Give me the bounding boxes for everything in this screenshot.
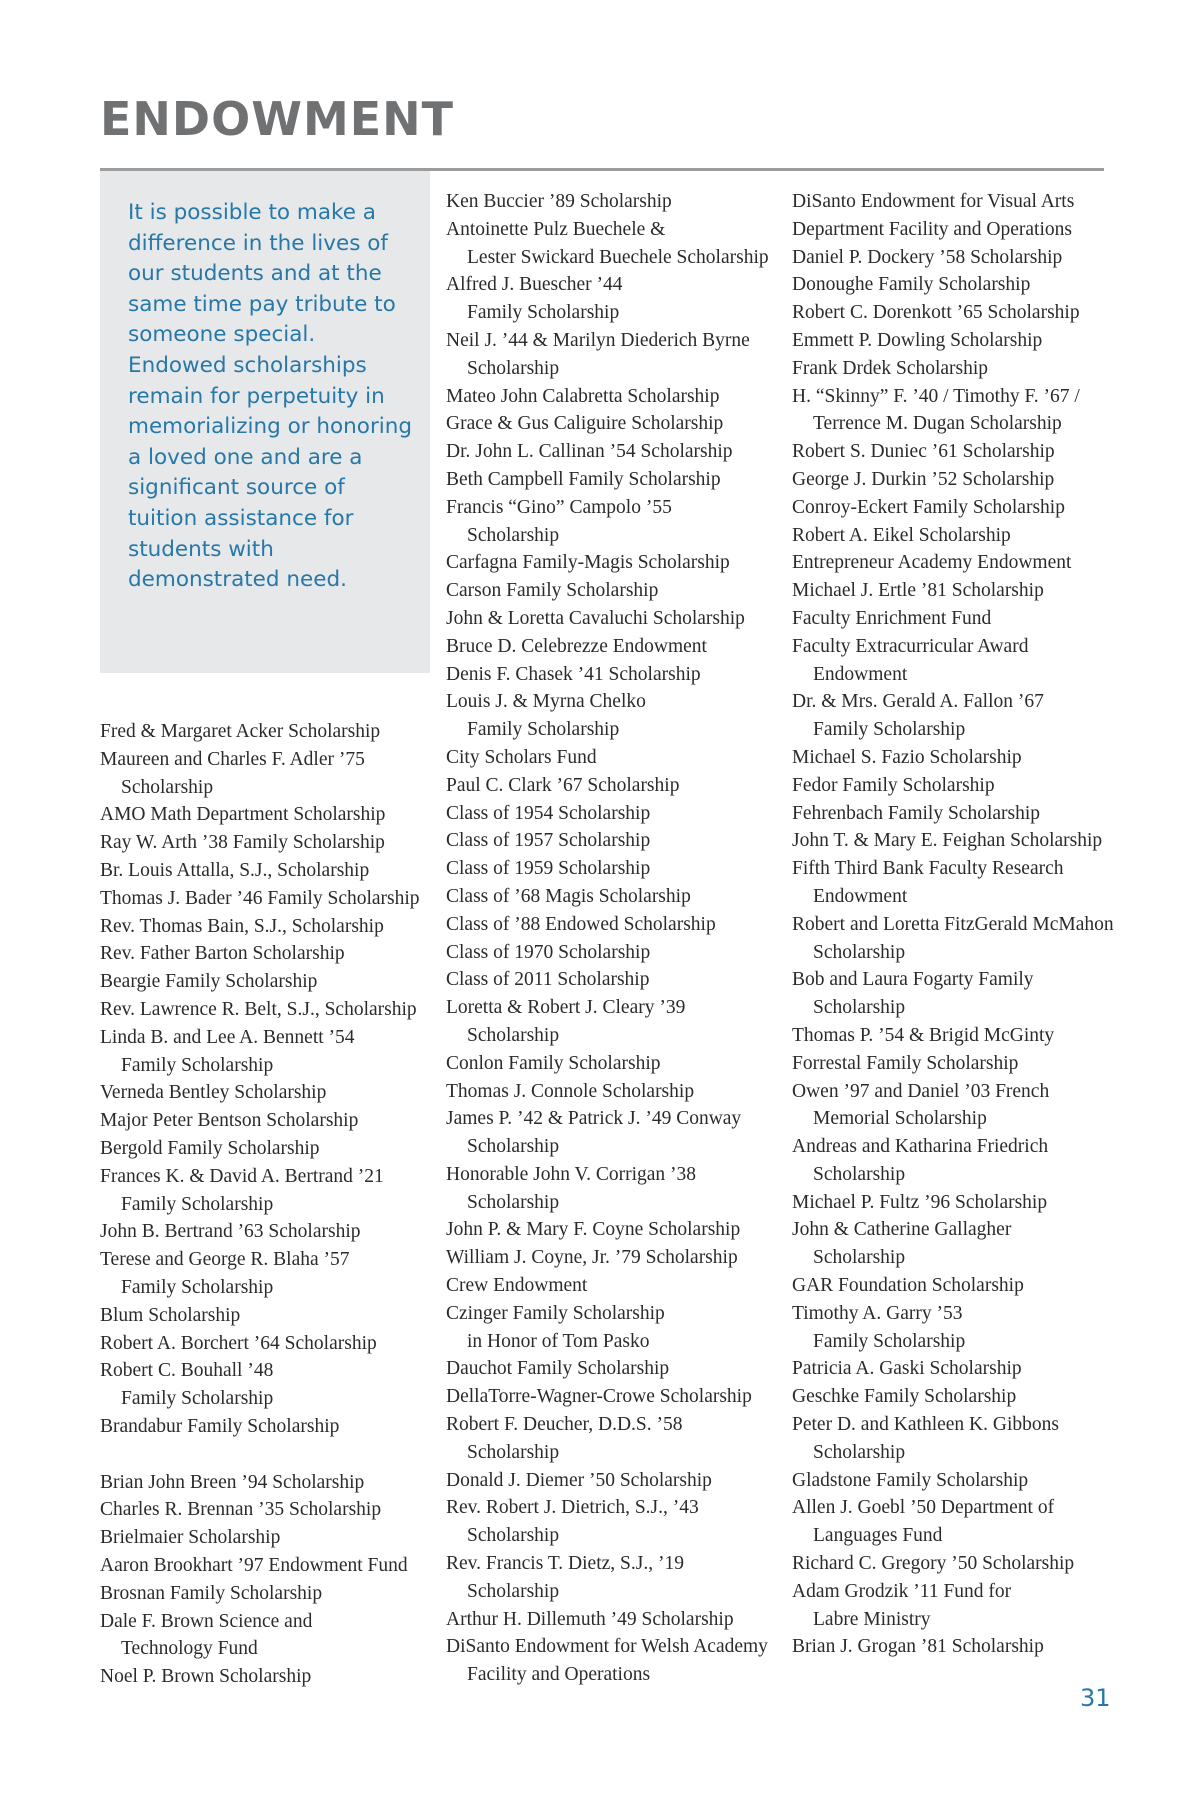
- entry-continuation: Scholarship: [467, 1191, 560, 1213]
- scholarship-entry: [446, 1216, 786, 1244]
- entry-line: Daniel P. Dockery ’58 Scholarship: [792, 246, 1063, 268]
- entry-line: Bruce D. Celebrezze Endowment: [446, 635, 707, 657]
- scholarship-entry: [792, 744, 1132, 772]
- scholarship-entry: [100, 1552, 435, 1580]
- scholarship-entry: [100, 718, 435, 746]
- entry-line: Francis “Gino” Campolo ’55: [446, 496, 672, 518]
- entry-line: Crew Endowment: [446, 1275, 588, 1297]
- entry-continuation: Family Scholarship: [121, 1276, 274, 1298]
- entry-line: Michael S. Fazio Scholarship: [792, 746, 1022, 768]
- scholarship-entry: [100, 1413, 435, 1441]
- scholarship-entry: [446, 827, 786, 855]
- entry-continuation: Scholarship: [813, 941, 906, 963]
- entry-continuation: Family Scholarship: [121, 1193, 274, 1215]
- entry-line: Dauchot Family Scholarship: [446, 1358, 670, 1380]
- scholarship-entry: [446, 633, 786, 661]
- scholarship-entry: [100, 1663, 435, 1691]
- scholarship-entry: [100, 1524, 435, 1552]
- scholarship-entry: [446, 800, 786, 828]
- scholarship-entry: [792, 299, 1132, 327]
- entry-line: Bergold Family Scholarship: [100, 1137, 320, 1159]
- scholarship-entry: [100, 968, 435, 996]
- scholarship-entry: [446, 1411, 786, 1467]
- entry-line: Geschke Family Scholarship: [792, 1386, 1017, 1408]
- scholarship-entry: [100, 1024, 435, 1080]
- scholarship-entry: [792, 383, 1132, 439]
- scholarship-entry: [446, 466, 786, 494]
- entry-line: Class of 2011 Scholarship: [446, 969, 650, 991]
- entry-continuation: Memorial Scholarship: [813, 1108, 987, 1130]
- entry-line: Timothy A. Garry ’53: [792, 1302, 963, 1324]
- scholarship-entry: [792, 1383, 1132, 1411]
- scholarship-entry: [792, 271, 1132, 299]
- scholarship-entry: [792, 1133, 1132, 1189]
- scholarship-entry: [446, 438, 786, 466]
- entry-line: Major Peter Bentson Scholarship: [100, 1110, 359, 1132]
- entry-line: Faculty Enrichment Fund: [792, 607, 992, 629]
- scholarship-entry: [792, 244, 1132, 272]
- scholarship-entry: [446, 577, 786, 605]
- entry-continuation: Endowment: [813, 885, 908, 907]
- entry-continuation: Scholarship: [467, 1580, 560, 1602]
- entry-continuation: Scholarship: [467, 1024, 560, 1046]
- scholarship-entry: [792, 1216, 1132, 1272]
- entry-line: Linda B. and Lee A. Bennett ’54: [100, 1026, 355, 1048]
- entry-line: Dr. & Mrs. Gerald A. Fallon ’67: [792, 691, 1044, 713]
- entry-line: Conlon Family Scholarship: [446, 1052, 661, 1074]
- scholarship-entry: [792, 1411, 1132, 1467]
- scholarship-entry: [446, 549, 786, 577]
- scholarship-entry: [792, 800, 1132, 828]
- scholarship-entry: [792, 688, 1132, 744]
- entry-line: Maureen and Charles F. Adler ’75: [100, 748, 365, 770]
- entry-line: Richard C. Gregory ’50 Scholarship: [792, 1553, 1075, 1575]
- entry-line: Class of ’68 Magis Scholarship: [446, 885, 691, 907]
- scholarship-entry: [446, 994, 786, 1050]
- entry-line: Conroy-Eckert Family Scholarship: [792, 496, 1065, 518]
- scholarship-entry: [792, 966, 1132, 1022]
- scholarship-entry: [792, 1189, 1132, 1217]
- entry-line: Brandabur Family Scholarship: [100, 1415, 340, 1437]
- scholarship-entry: [100, 746, 435, 802]
- entry-continuation: Endowment: [813, 663, 908, 685]
- entry-line: John & Catherine Gallagher: [792, 1219, 1012, 1241]
- entry-line: Robert A. Eikel Scholarship: [792, 524, 1011, 546]
- scholarship-entry: [446, 494, 786, 550]
- scholarship-entry: [446, 855, 786, 883]
- scholarship-entry: [100, 801, 435, 829]
- entry-line: John B. Bertrand ’63 Scholarship: [100, 1221, 361, 1243]
- scholarship-entry: [446, 772, 786, 800]
- scholarship-entry: [100, 913, 435, 941]
- entry-line: Adam Grodzik ’11 Fund for: [792, 1580, 1012, 1602]
- entry-line: Ken Buccier ’89 Scholarship: [446, 191, 672, 212]
- scholarship-entry: [792, 494, 1132, 522]
- scholarship-entry: [446, 383, 786, 411]
- entry-line: Donald J. Diemer ’50 Scholarship: [446, 1469, 712, 1491]
- scholarship-entry: [792, 1050, 1132, 1078]
- entry-line: Brian John Breen ’94 Scholarship: [100, 1471, 365, 1493]
- entry-line: Mateo John Calabretta Scholarship: [446, 385, 720, 407]
- entry-line: Fedor Family Scholarship: [792, 774, 995, 796]
- entry-continuation: Languages Fund: [813, 1525, 943, 1547]
- scholarship-entry: [446, 188, 786, 216]
- entry-continuation: Scholarship: [813, 997, 906, 1019]
- scholarship-entry: [446, 1633, 786, 1689]
- scholarship-entry: [792, 1550, 1132, 1578]
- scholarship-entry: [100, 857, 435, 885]
- entry-line: Grace & Gus Caliguire Scholarship: [446, 413, 724, 435]
- entry-line: Thomas J. Bader ’46 Family Scholarship: [100, 887, 420, 909]
- entry-line: Patricia A. Gaski Scholarship: [792, 1358, 1022, 1380]
- entry-line: Fehrenbach Family Scholarship: [792, 802, 1041, 824]
- scholarship-entry: [792, 855, 1132, 911]
- entry-line: Michael P. Fultz ’96 Scholarship: [792, 1191, 1048, 1213]
- entry-line: Rev. Francis T. Dietz, S.J., ’19: [446, 1553, 684, 1575]
- entry-continuation: Scholarship: [467, 1441, 560, 1463]
- entry-line: DiSanto Endowment for Welsh Academy: [446, 1636, 768, 1658]
- list-gap: [100, 1441, 435, 1469]
- scholarship-entry: [100, 1357, 435, 1413]
- entry-line: Rev. Thomas Bain, S.J., Scholarship: [100, 915, 384, 937]
- scholarship-column-1: [100, 718, 435, 1691]
- entry-line: Class of ’88 Endowed Scholarship: [446, 913, 716, 935]
- entry-line: Carfagna Family-Magis Scholarship: [446, 552, 730, 574]
- entry-line: Brosnan Family Scholarship: [100, 1582, 323, 1604]
- entry-line: Loretta & Robert J. Cleary ’39: [446, 997, 686, 1019]
- entry-line: Michael J. Ertle ’81 Scholarship: [792, 580, 1044, 602]
- scholarship-entry: [792, 1300, 1132, 1356]
- scholarship-entry: [792, 327, 1132, 355]
- scholarship-entry: [792, 1578, 1132, 1634]
- scholarship-entry: [100, 1163, 435, 1219]
- entry-line: John P. & Mary F. Coyne Scholarship: [446, 1219, 741, 1241]
- scholarship-entry: [792, 1467, 1132, 1495]
- entry-continuation: Family Scholarship: [813, 719, 966, 741]
- scholarship-entry: [446, 911, 786, 939]
- entry-line: Robert C. Dorenkott ’65 Scholarship: [792, 302, 1080, 324]
- scholarship-entry: [446, 605, 786, 633]
- scholarship-entry: [446, 1606, 786, 1634]
- scholarship-entry: [446, 1494, 786, 1550]
- entry-continuation: Family Scholarship: [467, 719, 620, 741]
- entry-line: Czinger Family Scholarship: [446, 1302, 665, 1324]
- entry-line: Andreas and Katharina Friedrich: [792, 1136, 1049, 1158]
- entry-continuation: Terrence M. Dugan Scholarship: [813, 413, 1062, 435]
- scholarship-entry: [446, 1550, 786, 1606]
- scholarship-entry: [100, 1608, 435, 1664]
- entry-line: City Scholars Fund: [446, 746, 597, 768]
- scholarship-entry: [100, 1135, 435, 1163]
- entry-line: Beth Campbell Family Scholarship: [446, 468, 721, 490]
- entry-continuation: Scholarship: [813, 1441, 906, 1463]
- entry-line: Robert S. Duniec ’61 Scholarship: [792, 441, 1055, 463]
- scholarship-list-1b: [100, 1469, 435, 1691]
- entry-continuation: Scholarship: [467, 524, 560, 546]
- scholarship-entry: [446, 1355, 786, 1383]
- entry-continuation: Labre Ministry: [813, 1608, 931, 1630]
- entry-line: William J. Coyne, Jr. ’79 Scholarship: [446, 1247, 738, 1269]
- entry-line: Robert A. Borchert ’64 Scholarship: [100, 1332, 377, 1354]
- entry-line: Terese and George R. Blaha ’57: [100, 1249, 350, 1271]
- entry-line: Beargie Family Scholarship: [100, 971, 318, 993]
- entry-line: Rev. Robert J. Dietrich, S.J., ’43: [446, 1497, 699, 1519]
- scholarship-entry: [446, 1161, 786, 1217]
- scholarship-entry: [792, 1022, 1132, 1050]
- entry-line: Frank Drdek Scholarship: [792, 357, 989, 379]
- entry-continuation: Family Scholarship: [467, 302, 620, 324]
- scholarship-entry: [100, 1246, 435, 1302]
- entry-line: Rev. Lawrence R. Belt, S.J., Scholarship: [100, 998, 417, 1020]
- entry-line: Alfred J. Buescher ’44: [446, 274, 623, 296]
- scholarship-entry: [792, 911, 1132, 967]
- scholarship-entry: [792, 605, 1132, 633]
- scholarship-entry: [446, 1078, 786, 1106]
- entry-line: Class of 1959 Scholarship: [446, 858, 651, 880]
- scholarship-entry: [446, 1383, 786, 1411]
- entry-line: DiSanto Endowment for Visual Arts: [792, 191, 1075, 212]
- entry-continuation: Scholarship: [467, 1136, 560, 1158]
- entry-line: Neil J. ’44 & Marilyn Diederich Byrne: [446, 329, 750, 351]
- scholarship-entry: [446, 271, 786, 327]
- entry-line: Carson Family Scholarship: [446, 580, 659, 602]
- entry-continuation: Family Scholarship: [813, 1330, 966, 1352]
- scholarship-entry: [792, 1272, 1132, 1300]
- entry-line: H. “Skinny” F. ’40 / Timothy F. ’67 /: [792, 385, 1080, 407]
- entry-line: Denis F. Chasek ’41 Scholarship: [446, 663, 701, 685]
- scholarship-entry: [446, 1244, 786, 1272]
- page-title: ENDOWMENT: [100, 92, 455, 146]
- scholarship-entry: [792, 466, 1132, 494]
- entry-line: Blum Scholarship: [100, 1304, 241, 1326]
- scholarship-entry: [446, 1105, 786, 1161]
- entry-continuation: Technology Fund: [121, 1638, 258, 1660]
- entry-continuation: Scholarship: [813, 1163, 906, 1185]
- scholarship-entry: [446, 883, 786, 911]
- entry-continuation: Facility and Operations: [467, 1664, 651, 1686]
- scholarship-entry: [100, 996, 435, 1024]
- scholarship-entry: [446, 1050, 786, 1078]
- scholarship-entry: [792, 827, 1132, 855]
- scholarship-entry: [792, 1494, 1132, 1550]
- entry-line: Ray W. Arth ’38 Family Scholarship: [100, 832, 385, 854]
- entry-line: Fifth Third Bank Faculty Research: [792, 858, 1064, 880]
- scholarship-entry: [100, 1469, 435, 1497]
- entry-line: Noel P. Brown Scholarship: [100, 1666, 312, 1688]
- scholarship-entry: [446, 1272, 786, 1300]
- scholarship-entry: [792, 438, 1132, 466]
- scholarship-column-3: [792, 188, 1132, 1661]
- entry-line: DellaTorre-Wagner-Crowe Scholarship: [446, 1386, 752, 1408]
- scholarship-entry: [100, 1302, 435, 1330]
- scholarship-entry: [446, 216, 786, 272]
- entry-line: John & Loretta Cavaluchi Scholarship: [446, 607, 745, 629]
- entry-continuation: in Honor of Tom Pasko: [467, 1330, 650, 1352]
- scholarship-entry: [446, 744, 786, 772]
- entry-line: Allen J. Goebl ’50 Department of: [792, 1497, 1055, 1519]
- entry-continuation: Scholarship: [467, 357, 560, 379]
- entry-line: Class of 1954 Scholarship: [446, 802, 651, 824]
- entry-line: Thomas P. ’54 & Brigid McGinty: [792, 1024, 1055, 1046]
- scholarship-entry: [792, 1633, 1132, 1661]
- intro-callout-text: It is possible to make a difference in the lives of our students and at the same time pay tribute to someone special. Endowed scholarships remain for perpetuity in memorializing or honoring a loved one and are a significant source of tuition assistance for students with demonstrated need.: [128, 200, 413, 593]
- scholarship-entry: [792, 522, 1132, 550]
- entry-line: Class of 1957 Scholarship: [446, 830, 651, 852]
- entry-line: Owen ’97 and Daniel ’03 French: [792, 1080, 1050, 1102]
- scholarship-entry: [446, 410, 786, 438]
- scholarship-entry: [792, 549, 1132, 577]
- scholarship-entry: [100, 1079, 435, 1107]
- scholarship-entry: [446, 1467, 786, 1495]
- scholarship-entry: [446, 688, 786, 744]
- scholarship-entry: [100, 1580, 435, 1608]
- entry-line: Peter D. and Kathleen K. Gibbons: [792, 1414, 1059, 1436]
- entry-line: Department Facility and Operations: [792, 218, 1072, 240]
- entry-line: James P. ’42 & Patrick J. ’49 Conway: [446, 1108, 742, 1130]
- scholarship-entry: [792, 216, 1132, 244]
- entry-line: GAR Foundation Scholarship: [792, 1275, 1024, 1297]
- entry-line: Bob and Laura Fogarty Family: [792, 969, 1034, 991]
- scholarship-entry: [100, 1107, 435, 1135]
- scholarship-entry: [100, 1496, 435, 1524]
- entry-line: Aaron Brookhart ’97 Endowment Fund: [100, 1554, 408, 1576]
- entry-line: AMO Math Department Scholarship: [100, 804, 386, 826]
- entry-line: Forrestal Family Scholarship: [792, 1052, 1019, 1074]
- scholarship-entry: [446, 1300, 786, 1356]
- entry-line: Honorable John V. Corrigan ’38: [446, 1163, 697, 1185]
- entry-line: Thomas J. Connole Scholarship: [446, 1080, 695, 1102]
- scholarship-entry: [792, 355, 1132, 383]
- entry-line: Dale F. Brown Science and: [100, 1610, 313, 1632]
- scholarship-entry: [100, 885, 435, 913]
- entry-line: Verneda Bentley Scholarship: [100, 1082, 327, 1104]
- entry-line: Class of 1970 Scholarship: [446, 941, 651, 963]
- entry-line: Br. Louis Attalla, S.J., Scholarship: [100, 859, 370, 881]
- scholarship-entry: [446, 661, 786, 689]
- scholarship-entry: [446, 327, 786, 383]
- page-number: 31: [1080, 1684, 1111, 1712]
- entry-line: Brielmaier Scholarship: [100, 1527, 281, 1549]
- scholarship-entry: [792, 633, 1132, 689]
- entry-continuation: Scholarship: [121, 776, 214, 798]
- entry-line: Paul C. Clark ’67 Scholarship: [446, 774, 680, 796]
- entry-line: Arthur H. Dillemuth ’49 Scholarship: [446, 1608, 734, 1630]
- scholarship-entry: [100, 1330, 435, 1358]
- entry-line: Emmett P. Dowling Scholarship: [792, 329, 1043, 351]
- entry-line: John T. & Mary E. Feighan Scholarship: [792, 830, 1103, 852]
- entry-continuation: Scholarship: [813, 1247, 906, 1269]
- entry-line: Entrepreneur Academy Endowment: [792, 552, 1072, 574]
- entry-line: Frances K. & David A. Bertrand ’21: [100, 1165, 384, 1187]
- scholarship-list-1a: [100, 718, 435, 1441]
- entry-continuation: Lester Swickard Buechele Scholarship: [467, 246, 769, 268]
- scholarship-column-2: [446, 188, 786, 1689]
- scholarship-entry: [100, 829, 435, 857]
- entry-line: Donoughe Family Scholarship: [792, 274, 1031, 296]
- scholarship-entry: [100, 940, 435, 968]
- entry-line: Robert and Loretta FitzGerald McMahon: [792, 913, 1114, 935]
- entry-line: Faculty Extracurricular Award: [792, 635, 1029, 657]
- entry-line: Robert C. Bouhall ’48: [100, 1360, 274, 1382]
- entry-line: Charles R. Brennan ’35 Scholarship: [100, 1499, 382, 1521]
- scholarship-entry: [446, 939, 786, 967]
- entry-line: George J. Durkin ’52 Scholarship: [792, 468, 1055, 490]
- entry-line: Dr. John L. Callinan ’54 Scholarship: [446, 441, 733, 463]
- scholarship-entry: [792, 1355, 1132, 1383]
- scholarship-entry: [792, 772, 1132, 800]
- entry-line: Robert F. Deucher, D.D.S. ’58: [446, 1414, 683, 1436]
- scholarship-entry: [100, 1218, 435, 1246]
- scholarship-entry: [446, 966, 786, 994]
- entry-continuation: Scholarship: [467, 1525, 560, 1547]
- entry-continuation: Family Scholarship: [121, 1054, 274, 1076]
- scholarship-entry: [792, 577, 1132, 605]
- scholarship-entry: [792, 188, 1132, 216]
- entry-line: Rev. Father Barton Scholarship: [100, 943, 345, 965]
- scholarship-entry: [792, 1078, 1132, 1134]
- entry-line: Gladstone Family Scholarship: [792, 1469, 1029, 1491]
- entry-line: Antoinette Pulz Buechele &: [446, 218, 666, 240]
- entry-line: Fred & Margaret Acker Scholarship: [100, 721, 381, 742]
- entry-line: Brian J. Grogan ’81 Scholarship: [792, 1636, 1044, 1658]
- entry-continuation: Family Scholarship: [121, 1388, 274, 1410]
- entry-line: Louis J. & Myrna Chelko: [446, 691, 646, 713]
